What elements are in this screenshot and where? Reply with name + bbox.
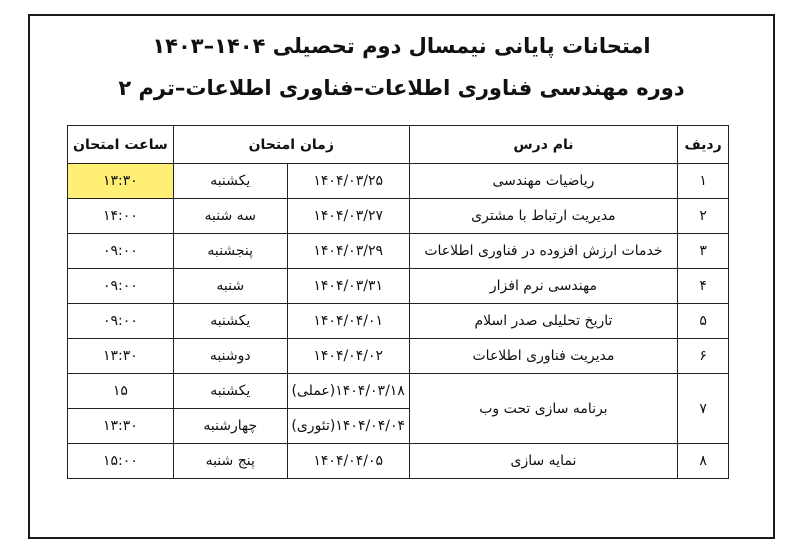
exam-date: ۱۴۰۴/۰۳/۲۹ [287, 234, 409, 269]
header-radif: ردیف [678, 126, 729, 164]
course-name: ریاضیات مهندسی [409, 164, 677, 199]
exam-date: ۱۴۰۴/۰۳/۲۵ [287, 164, 409, 199]
course-name: مدیریت فناوری اطلاعات [409, 339, 677, 374]
course-name: خدمات ارزش افزوده در فناوری اطلاعات [409, 234, 677, 269]
exam-day: چهارشنبه [173, 409, 287, 444]
exam-time: ۱۴:۰۰ [68, 199, 174, 234]
header-exam-time: ساعت امتحان [68, 126, 174, 164]
exam-time: ۰۹:۰۰ [68, 234, 174, 269]
row-number: ۴ [678, 269, 729, 304]
row-number: ۶ [678, 339, 729, 374]
table-row [68, 164, 729, 199]
exam-time: ۰۹:۰۰ [68, 269, 174, 304]
exam-day: شنبه [173, 269, 287, 304]
row-number: ۱ [678, 164, 729, 199]
exam-time: ۱۵:۰۰ [68, 444, 174, 479]
exam-time: ۰۹:۰۰ [68, 304, 174, 339]
table-row [68, 199, 729, 234]
exam-date: ۱۴۰۴/۰۳/۱۸(عملی) [287, 374, 409, 409]
exam-day: یکشنبه [173, 374, 287, 409]
row-number: ۸ [678, 444, 729, 479]
course-name: برنامه سازی تحت وب [409, 374, 677, 444]
row-number: ۲ [678, 199, 729, 234]
course-name: مهندسی نرم افزار [409, 269, 677, 304]
exam-date: ۱۴۰۴/۰۴/۰۵ [287, 444, 409, 479]
course-name: نمایه سازی [409, 444, 677, 479]
exam-time: ۱۳:۳۰ [68, 164, 174, 199]
table-row [68, 234, 729, 269]
exam-time: ۱۳:۳۰ [68, 339, 174, 374]
exam-day: پنج شنبه [173, 444, 287, 479]
exam-day: یکشنبه [173, 164, 287, 199]
table-row [68, 444, 729, 479]
table-row [68, 339, 729, 374]
exam-date: ۱۴۰۴/۰۴/۰۴(تئوری) [287, 409, 409, 444]
exam-time: ۱۳:۳۰ [68, 409, 174, 444]
document-title: امتحانات پایانی نیمسال دوم تحصیلی ۱۴۰۴–۱۴۰۳ [152, 34, 651, 58]
exam-date: ۱۴۰۴/۰۴/۰۱ [287, 304, 409, 339]
document-subtitle: دوره مهندسی فناوری اطلاعات–فناوری اطلاعات–ترم ۲ [118, 76, 685, 100]
course-name: تاریخ تحلیلی صدر اسلام [409, 304, 677, 339]
table-header-row [68, 126, 729, 164]
exam-day: یکشنبه [173, 304, 287, 339]
row-number: ۵ [678, 304, 729, 339]
table-row [68, 269, 729, 304]
header-exam-date: زمان امتحان [173, 126, 409, 164]
exam-day: دوشنبه [173, 339, 287, 374]
exam-date: ۱۴۰۴/۰۳/۲۷ [287, 199, 409, 234]
row-number: ۷ [678, 374, 729, 444]
exam-day: پنجشنبه [173, 234, 287, 269]
exam-schedule-table [67, 125, 729, 479]
table-row [68, 304, 729, 339]
table-row [68, 374, 729, 409]
row-number: ۳ [678, 234, 729, 269]
exam-time: ۱۵ [68, 374, 174, 409]
course-name: مدیریت ارتباط با مشتری [409, 199, 677, 234]
exam-day: سه شنبه [173, 199, 287, 234]
header-course: نام درس [409, 126, 677, 164]
exam-date: ۱۴۰۴/۰۴/۰۲ [287, 339, 409, 374]
exam-date: ۱۴۰۴/۰۳/۳۱ [287, 269, 409, 304]
